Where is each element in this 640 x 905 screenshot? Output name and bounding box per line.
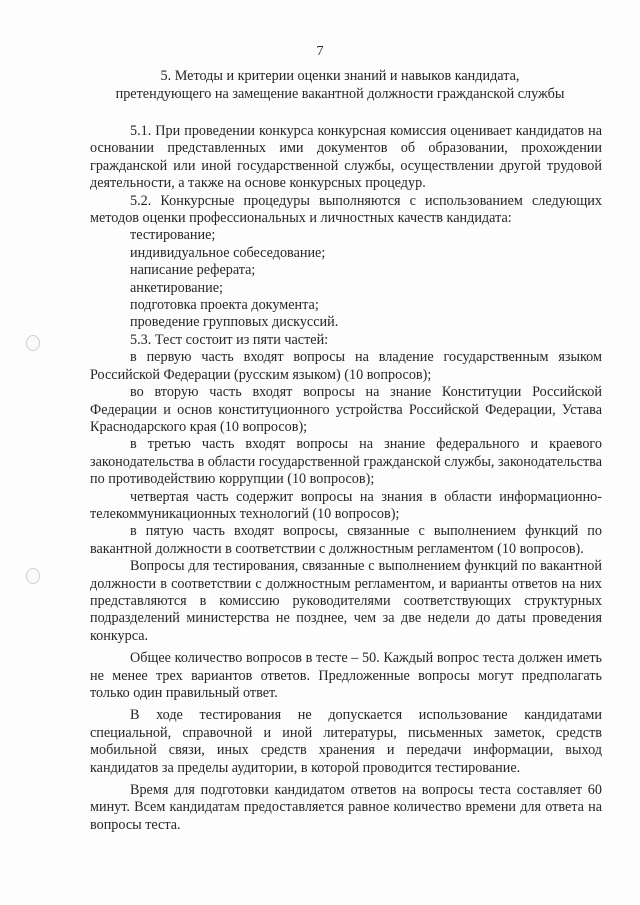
test-parts-list (90, 349, 602, 558)
paragraph-5-1: 5.1. При проведении конкурса конкурсная комиссия оценивает кандидатов на основании представленных ими документов об образовании, прохождении гражданской или иной государственной службы, осуществлении другой трудовой деятельности, а также на основе конкурсных процедур. (90, 123, 602, 192)
section-heading-line-2: претендующего на замещение вакантной должности гражданской службы (115, 85, 565, 102)
paragraph-5-3: 5.3. Тест состоит из пяти частей: (130, 331, 329, 348)
test-part-item: во вторую часть входят вопросы на знание Конституции Российской Федерации и основ конституционного устройства Российской Федерации, Устава Краснодарского края (10 вопросов); (90, 384, 602, 435)
paragraph-question-count: Общее количество вопросов в тесте – 50. Каждый вопрос теста должен иметь не менее трех вариантов ответов. Предложенные вопросы могут предполагать только один правильный ответ. (90, 650, 602, 701)
paragraph-test-questions: Вопросы для тестирования, связанные с выполнением функций по вакантной должности в соответствии с должностным регламентом, и варианты ответов на них представляются в комиссию руководителями соответствующих структурных подразделений министерства не позднее, чем за две недели до даты проведения конкурса. (90, 558, 602, 644)
document-body (90, 123, 602, 834)
section-heading (80, 68, 600, 103)
list-item: тестирование; (130, 227, 216, 244)
list-item: подготовка проекта документа; (130, 297, 319, 314)
list-item: проведение групповых дискуссий. (130, 314, 339, 331)
methods-list (90, 227, 602, 331)
test-part-item: четвертая часть содержит вопросы на знания в области информационно-телекоммуникационных технологий (10 вопросов); (90, 488, 602, 522)
test-part-item: в пятую часть входят вопросы, связанные с выполнением функций по вакантной должности в соответствии с должностным регламентом (10 вопросов). (90, 523, 602, 557)
punch-hole-mark (26, 335, 40, 351)
list-item: написание реферата; (130, 262, 256, 279)
paragraph-test-rules: В ходе тестирования не допускается использование кандидатами специальной, справочной и иной литературы, письменных заметок, средств мобильной связи, иных средств хранения и передачи информации, выход кандидатов за пределы аудитории, в которой проводится тестирование. (90, 707, 602, 776)
page-number: 7 (316, 44, 324, 59)
test-part-item: в первую часть входят вопросы на владение государственным языком Российской Федерации (русским языком) (10 вопросов); (90, 349, 602, 383)
list-item: индивидуальное собеседование; (130, 244, 326, 261)
section-heading-line-1: 5. Методы и критерии оценки знаний и навыков кандидата, (160, 68, 520, 84)
test-part-item: в третью часть входят вопросы на знание федерального и краевого законодательства в области государственной гражданской службы, законодательства по противодействию коррупции (10 вопросов); (90, 436, 602, 488)
paragraph-5-2: 5.2. Конкурсные процедуры выполняются с использованием следующих методов оценки профессиональных и личностных качеств кандидата: (90, 192, 602, 227)
list-item: анкетирование; (130, 279, 223, 296)
punch-hole-mark (26, 568, 40, 584)
paragraph-test-time: Время для подготовки кандидатом ответов на вопросы теста составляет 60 минут. Всем кандидатам предоставляется равное количество времени для ответа на вопросы теста. (90, 782, 602, 833)
